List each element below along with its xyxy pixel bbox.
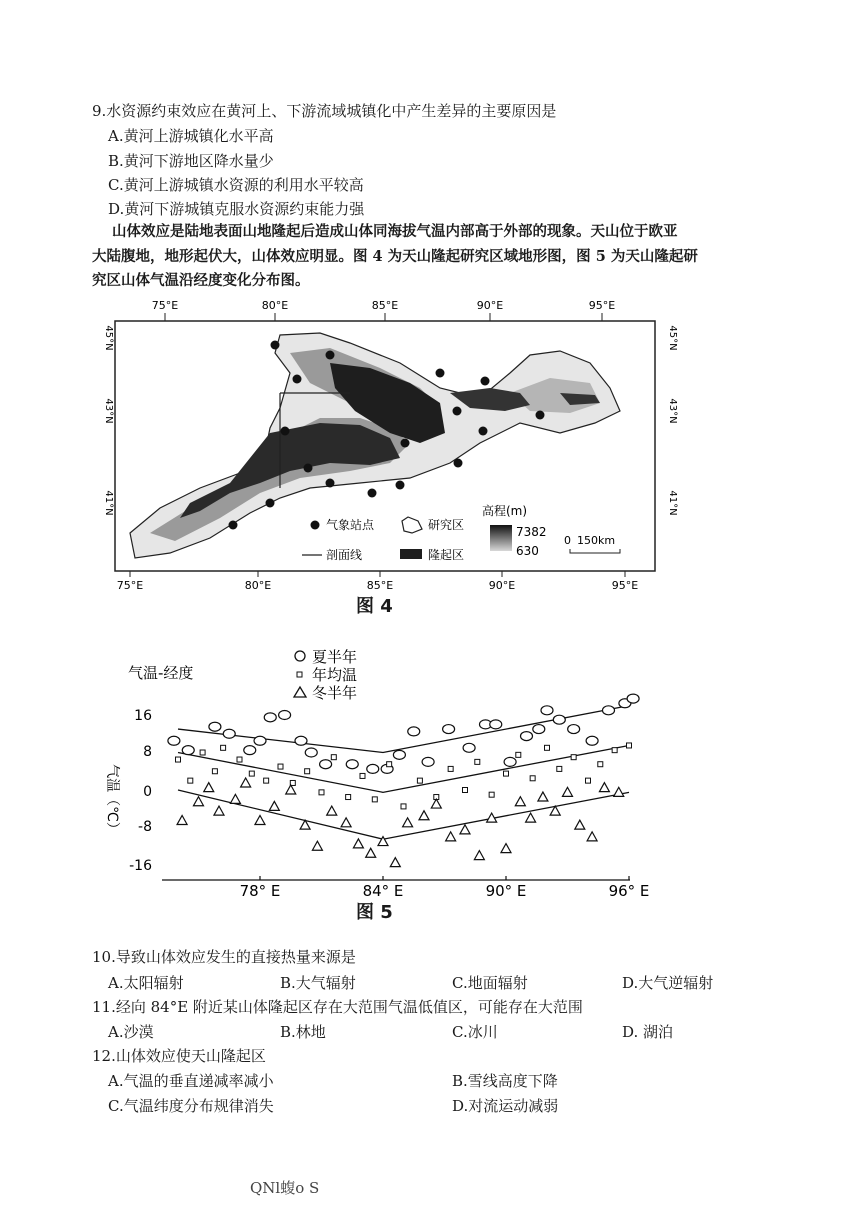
figure-4-map [90, 293, 690, 593]
annual-point [489, 792, 494, 797]
summer-point [568, 725, 580, 734]
q12-option-a: A.气温的垂直递减率减小 [108, 1072, 274, 1090]
winter-point [353, 839, 363, 848]
summer-point [463, 743, 475, 752]
summer-point [521, 732, 533, 741]
legend-profile: 剖面线 [326, 548, 363, 562]
passage-line-2: 大陆腹地，地形起伏大，山体效应明显。图 4 为天山隆起研究区域地形图，图 5 为天山隆起研 [92, 248, 698, 265]
legend-uplift-icon [400, 549, 422, 559]
winter-point [269, 801, 279, 810]
annual-point [612, 748, 617, 753]
summer-point [244, 746, 256, 755]
winter-point [614, 787, 624, 796]
winter-point [341, 818, 351, 827]
ytick-minus-16: -16 [129, 858, 152, 874]
top-lon-75: 75°E [151, 299, 179, 312]
xtick-84: 84° E [362, 882, 404, 900]
ytick-minus-8: -8 [138, 819, 152, 835]
annual-point [586, 778, 591, 783]
summer-point [223, 729, 235, 738]
summer-point [254, 736, 266, 745]
top-lon-85: 85°E [371, 299, 399, 312]
top-lon-95: 95°E [588, 299, 616, 312]
q10-option-a: A.太阳辐射 [108, 974, 184, 992]
q9-option-a: A.黄河上游城镇化水平高 [108, 127, 274, 145]
winter-point [177, 815, 187, 824]
bottom-lon-75: 75°E [116, 579, 144, 592]
legend-scale-zero: 0 [564, 534, 571, 547]
winter-point [241, 778, 251, 787]
winter-point [587, 832, 597, 841]
legend-annual-icon [297, 672, 302, 677]
q9-option-c: C.黄河上游城镇水资源的利用水平较高 [108, 176, 364, 194]
summer-point [541, 706, 553, 715]
winter-point [366, 848, 376, 857]
winter-point [312, 841, 322, 850]
q10-option-d: D.大气逆辐射 [622, 974, 714, 992]
annual-point [598, 762, 603, 767]
legend-station: 气象站点 [326, 518, 375, 532]
q12-option-d: D.对流运动减弱 [452, 1097, 559, 1115]
summer-point [367, 764, 379, 773]
winter-point [419, 811, 429, 820]
bottom-lon-95: 95°E [611, 579, 639, 592]
summer-point [320, 760, 332, 769]
annual-point [249, 771, 254, 776]
q12-option-c: C.气温纬度分布规律消失 [108, 1097, 274, 1115]
q11-option-d: D. 湖泊 [622, 1023, 674, 1041]
lat-right-41: 41°N [667, 490, 678, 516]
winter-point [599, 783, 609, 792]
trend-line-2 [178, 790, 629, 839]
ytick-0: 0 [143, 784, 152, 800]
annual-point [278, 764, 283, 769]
summer-point [408, 727, 420, 736]
q11-stem: 11.经向 84°E 附近某山体隆起区存在大范围气温低值区，可能存在大范围 [92, 998, 583, 1016]
annual-point [504, 771, 509, 776]
bottom-lon-90: 90°E [488, 579, 516, 592]
annual-point [305, 769, 310, 774]
winter-point [214, 806, 224, 815]
figure-5-caption: 图 5 [356, 902, 393, 923]
annual-point [372, 797, 377, 802]
trend-line-0 [178, 706, 629, 753]
annual-point [401, 804, 406, 809]
q12-option-b: B.雪线高度下降 [452, 1072, 558, 1090]
annual-point [346, 795, 351, 800]
legend-uplift: 隆起区 [428, 548, 465, 562]
figure-4-caption: 图 4 [356, 596, 393, 617]
summer-point [295, 736, 307, 745]
bottom-lon-80: 80°E [244, 579, 272, 592]
annual-point [448, 766, 453, 771]
legend-scale: 150km [577, 534, 616, 547]
legend-summer-icon [295, 651, 305, 661]
q11-option-b: B.林地 [280, 1023, 326, 1041]
top-lon-90: 90°E [476, 299, 504, 312]
xtick-96: 96° E [608, 882, 650, 900]
summer-point [504, 757, 516, 766]
passage-line-3: 究区山体气温沿经度变化分布图。 [92, 272, 310, 289]
summer-point [603, 706, 615, 715]
annual-point [387, 762, 392, 767]
legend-elev-low: 630 [516, 544, 539, 558]
summer-point [305, 748, 317, 757]
annual-point [221, 745, 226, 750]
summer-point [346, 760, 358, 769]
ytick-16: 16 [134, 708, 152, 724]
summer-point [182, 746, 194, 755]
annual-point [237, 757, 242, 762]
winter-point [501, 844, 511, 853]
figure-5-chart [100, 640, 660, 908]
q10-stem: 10.导致山体效应发生的直接热量来源是 [92, 948, 356, 966]
lat-left-41: 41°N [103, 490, 114, 516]
annual-point [188, 778, 193, 783]
lat-left-45: 45°N [103, 325, 114, 351]
winter-point [446, 832, 456, 841]
lat-left-43: 43°N [103, 398, 114, 424]
annual-point [530, 776, 535, 781]
annual-point [475, 759, 480, 764]
winter-point [460, 825, 470, 834]
summer-point [209, 722, 221, 731]
annual-point [319, 790, 324, 795]
winter-point [526, 813, 536, 822]
lat-right-43: 43°N [667, 398, 678, 424]
annual-point [200, 750, 205, 755]
legend-elev-title: 高程(m) [482, 504, 528, 518]
legend-station-icon [311, 521, 320, 530]
legend-elev-high: 7382 [516, 525, 547, 539]
bottom-lon-85: 85°E [366, 579, 394, 592]
q9-option-d: D.黄河下游城镇克服水资源约束能力强 [108, 200, 365, 218]
annual-point [264, 778, 269, 783]
annual-point [417, 778, 422, 783]
annual-point [176, 757, 181, 762]
annual-point [463, 788, 468, 793]
q10-option-b: B.大气辐射 [280, 974, 356, 992]
annual-point [331, 755, 336, 760]
winter-point [575, 820, 585, 829]
winter-point [255, 815, 265, 824]
chart-title: 气温-经度 [128, 664, 194, 682]
winter-point [403, 818, 413, 827]
summer-point [533, 725, 545, 734]
legend-elev-bar [490, 525, 512, 551]
annual-point [360, 773, 365, 778]
winter-point [390, 858, 400, 867]
passage-line-1: 山体效应是陆地表面山地隆起后造成山体同海拔气温内部高于外部的现象。天山位于欧亚 [112, 223, 678, 240]
top-lon-80: 80°E [261, 299, 289, 312]
winter-point [474, 851, 484, 860]
xtick-78: 78° E [239, 882, 281, 900]
legend-summer: 夏半年 [312, 648, 358, 666]
legend-study-area: 研究区 [428, 518, 465, 532]
annual-point [627, 743, 632, 748]
summer-point [490, 720, 502, 729]
annual-point [571, 755, 576, 760]
legend-winter: 冬半年 [312, 684, 358, 702]
summer-point [393, 750, 405, 759]
summer-point [443, 725, 455, 734]
summer-point [422, 757, 434, 766]
chart-ylabel: 气温（℃） [104, 764, 120, 836]
winter-point [327, 806, 337, 815]
page-footer: QNl蝮o S [250, 1179, 320, 1197]
annual-point [545, 745, 550, 750]
annual-point [516, 752, 521, 757]
summer-point [553, 715, 565, 724]
annual-point [557, 766, 562, 771]
summer-point [586, 736, 598, 745]
winter-point [563, 787, 573, 796]
winter-point [194, 797, 204, 806]
lat-right-45: 45°N [667, 325, 678, 351]
winter-point [204, 783, 214, 792]
q12-stem: 12.山体效应使天山隆起区 [92, 1047, 266, 1065]
ytick-8: 8 [143, 744, 152, 760]
legend-winter-icon [294, 687, 306, 697]
winter-point [538, 792, 548, 801]
summer-point [168, 736, 180, 745]
summer-point [279, 711, 291, 720]
q11-option-a: A.沙漠 [108, 1023, 154, 1041]
winter-point [515, 797, 525, 806]
summer-point [264, 713, 276, 722]
winter-point [431, 799, 441, 808]
xtick-90: 90° E [485, 882, 527, 900]
summer-point [627, 694, 639, 703]
annual-point [212, 769, 217, 774]
winter-point [286, 785, 296, 794]
winter-point [230, 794, 240, 803]
q9-stem: 9.水资源约束效应在黄河上、下游流域城镇化中产生差异的主要原因是 [92, 102, 557, 120]
q9-option-b: B.黄河下游地区降水量少 [108, 152, 274, 170]
legend-annual: 年均温 [312, 666, 358, 684]
q10-option-c: C.地面辐射 [452, 974, 528, 992]
q11-option-c: C.冰川 [452, 1023, 498, 1041]
